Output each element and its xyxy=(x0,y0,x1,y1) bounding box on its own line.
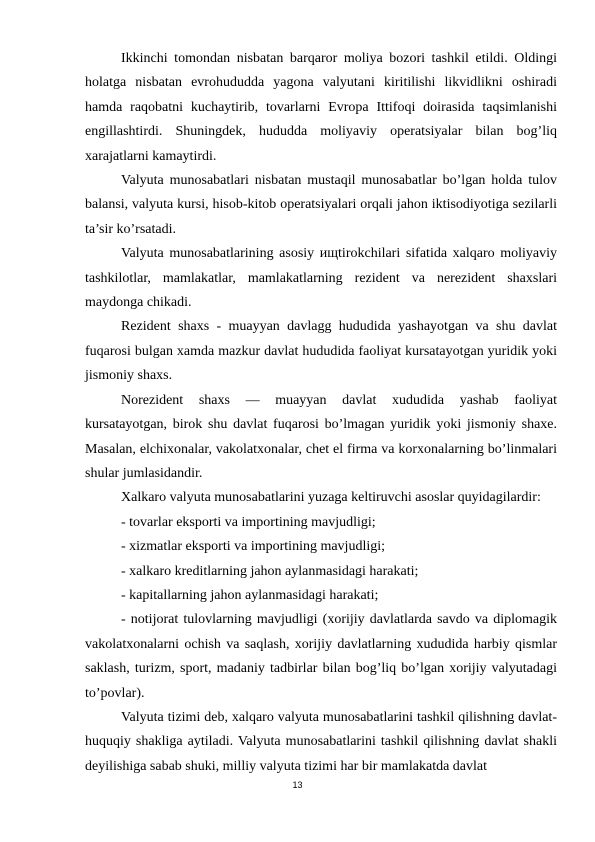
body-text xyxy=(85,47,557,779)
paragraph-resident-definition: Rezident shaxs - muayyan davlagg hududida yashayotgan va shu davlat fuqarosi bulgan xamda mazkur davlat hududida faoliyat kursatayotgan yuridik yoki jismoniy shaxs. xyxy=(85,319,557,384)
list-item-noncommercial: - notijorat tulovlarning mavjudligi (xorijiy davlatlarda savdo va diplomagik vakolatxonalarni ochish va saqlash, xorijiy davlatlarning xududida harbiy qismlar saklash, turizm, sport, madaniy tadbirlar bilan bog’liq bo’lgan xorijiy valyutadagi to’povlar). xyxy=(85,612,557,701)
paragraph-currency-system: Valyuta tizimi deb, xalqaro valyuta munosabatlarini tashkil qilishning davlat-huquqiy shakliga aytiladi. Valyuta munosabatlarini tashkil qilishning davlat shakli deyilishiga sabab shuki, milliy valyuta tizimi har bir mamlakatda davlat xyxy=(85,709,557,774)
paragraph-nonresident-definition: Norezident shaxs — muayyan davlat xududida yashab faoliyat kursatayotgan, birok shu davlat fuqarosi bo’lmagan yuridik yoki jismoniy shaxe. Masalan, elchixonalar, vakolatxonalar, chet el firma va korxonalarning bo’linmalari shular jumlasidandir. xyxy=(85,392,557,481)
list-item-capital: - kapitallarning jahon aylanmasidagi harakati; xyxy=(121,587,379,603)
paragraph-list-intro: Xalkaro valyuta munosabatlarini yuzaga keltiruvchi asoslar quyidagilardir: xyxy=(121,490,541,506)
paragraph-currency-relations: Valyuta munosabatlari nisbatan mustaqil munosabatlar bo’lgan holda tulov balansi, valyuta kursi, hisob-kitob operatsiyalari orqali jahon iktisodiyotiga sezilarli ta’sir ko’rsatadi. xyxy=(85,173,557,237)
list-item-services: - xizmatlar eksporti va importining mavjudligi; xyxy=(121,539,386,555)
page-number: 13 xyxy=(292,780,303,790)
list-item-goods: - tovarlar eksporti va importining mavjudligi; xyxy=(121,514,376,530)
list-item-credits: - xalkaro kreditlarning jahon aylanmasidagi harakati; xyxy=(121,563,419,579)
paragraph-participants: Valyuta munosabatlarining asosiy ищtirokchilari sifatida xalqaro moliyaviy tashkilotlar, mamlakatlar, mamlakatlarning rezident va nerezident shaxslari maydonga chikadi. xyxy=(85,246,557,311)
paragraph-stable-market: Ikkinchi tomondan nisbatan barqaror moliya bozori tashkil etildi. Oldingi holatga nisbatan evrohududda yagona valyutani kiritilishi likvidlikni oshiradi hamda raqobatni kuchaytirib, tovarlarni Evropa Ittifoqi doirasida taqsimlanishi engillashtirdi. Shuningdek, hududda moliyaviy operatsiyalar bilan bog’liq xarajatlarni kamaytirdi. xyxy=(85,51,557,164)
